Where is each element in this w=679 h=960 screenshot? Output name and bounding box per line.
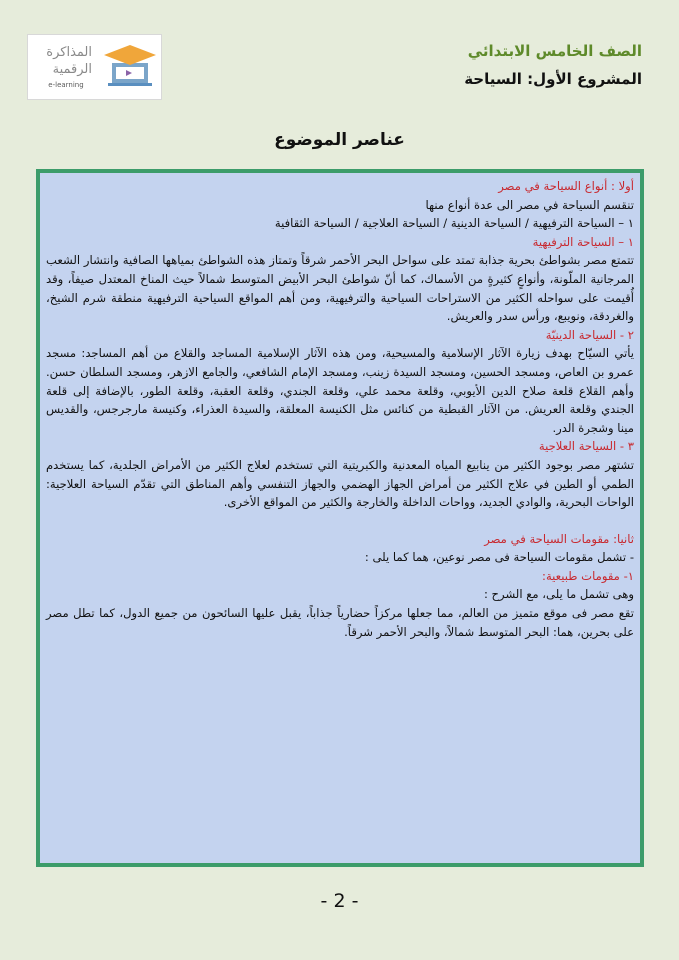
site-logo xyxy=(27,34,162,100)
part2-intro: - تشمل مقومات السياحة فى مصر نوعين، هما كما يلى : xyxy=(364,550,634,565)
natural-factors-intro: وهى تشمل ما يلى، مع الشرح : xyxy=(483,587,634,602)
part1-intro: تنقسم السياحة في مصر الى عدة أنواع منها xyxy=(425,197,634,212)
part1-heading: أولا : أنواع السياحة في مصر xyxy=(498,179,634,193)
project-title: المشروع الأول: السياحة xyxy=(464,70,642,88)
logo-text-line3: e-learning xyxy=(48,81,84,89)
recreational-tourism-text: تتمتع مصر بشواطئ بحرية جذابة تمتد على سواحل البحر الأحمر شرقاً وتمتاز هذه الشواطئ بمياهها الصافية وانتشار الشعب المرجانية الملّونة، وأنواعٍ كثيرةٍ من الأسماك، كما أنّ شواطئ البحر الأبيض المتوسط شمالاً حيث المناخ المعتدل صيفاً، وقد أُقيمت على سواحله الكثير من الاستراحات السياحية والترفيهية، ومن أهم المواقع السياحية الترفيهية منطقة شرم الشيخ، والغردقة، ونويبع، ورأس سدر والعريش. xyxy=(46,253,634,324)
page-number: - 2 - xyxy=(320,890,359,912)
religious-tourism-heading: ٢ - السياحة الدينيّة xyxy=(545,327,634,342)
tourism-types-list: ١ – السياحة الترفيهية / السياحة الدينية / السياحة العلاجية / السياحة الثقافية xyxy=(274,216,634,231)
medical-tourism-heading: ٣ - السياحة العلاجية xyxy=(538,439,634,454)
logo-text-line2: الرقمية xyxy=(52,62,92,77)
natural-factors-text: تقع مصر فى موقع متميز من العالم، مما جعلها مركزاً حضارياً جذاباً، يقبل عليها السائحون من جميع الدول، كما تطل مصر على بحرين، هما: البحر المتوسط شمالاً، والبحر الأحمر شرقاً. xyxy=(46,606,634,639)
grade-title: الصف الخامس الابتدائي xyxy=(467,42,642,60)
recreational-tourism-heading: ١ – السياحة الترفيهية xyxy=(532,234,634,249)
part2-heading: ثانيا: مقومات السياحة في مصر xyxy=(484,531,634,546)
religious-tourism-text: يأتي السيّاح بهدف زيارة الآثار الإسلامية والمسيحية، ومن هذه الآثار الإسلامية المساجد والقلاع من أهم المساجد: مسجد عمرو بن العاص، ومسجد الحسين، ومسجد السيدة زينب، ومسجد الإمام الشافعي، والجامع الازهر، ومسجد السلطان حسن. وأهم القلاع قلعة صلاح الدين الأيوبي، وقلعة محمد علي، وقلعة الجندي، وقلعة العقبة، وقلعة الطور، بالإضافة إلى قلعة الجندي وقلعة العريش. من الآثار القبطية من كنائس مثل الكنيسة المعلقة، والسيدة العذراء، وكنيسة مارجرجس، والقديس مينا وشجرة الدر. xyxy=(46,346,634,435)
section-title: عناصر الموضوع xyxy=(274,130,405,150)
graduation-cap-icon xyxy=(98,41,158,91)
spacer xyxy=(46,512,634,530)
content-box xyxy=(36,169,644,867)
natural-factors-heading: ١- مقومات طبيعية: xyxy=(542,568,634,583)
logo-text-line1: المذاكرة xyxy=(46,45,92,60)
medical-tourism-text: تشتهر مصر بوجود الكثير من ينابيع المياه المعدنية والكبريتية التي تستخدم لعلاج الكثير من الأمراض الجلدية، كما يستخدم الطمي أو الطين في علاج الكثير من أمراض الجهاز الهضمي والجهاز التنفسي وأهم المناطق التي تقدّم السياحة العلاجية: الواحات البحرية، والوادي الجديد، وواحات الداخلة والخارجة والكثير من المواقع الأخرى. xyxy=(46,457,634,510)
